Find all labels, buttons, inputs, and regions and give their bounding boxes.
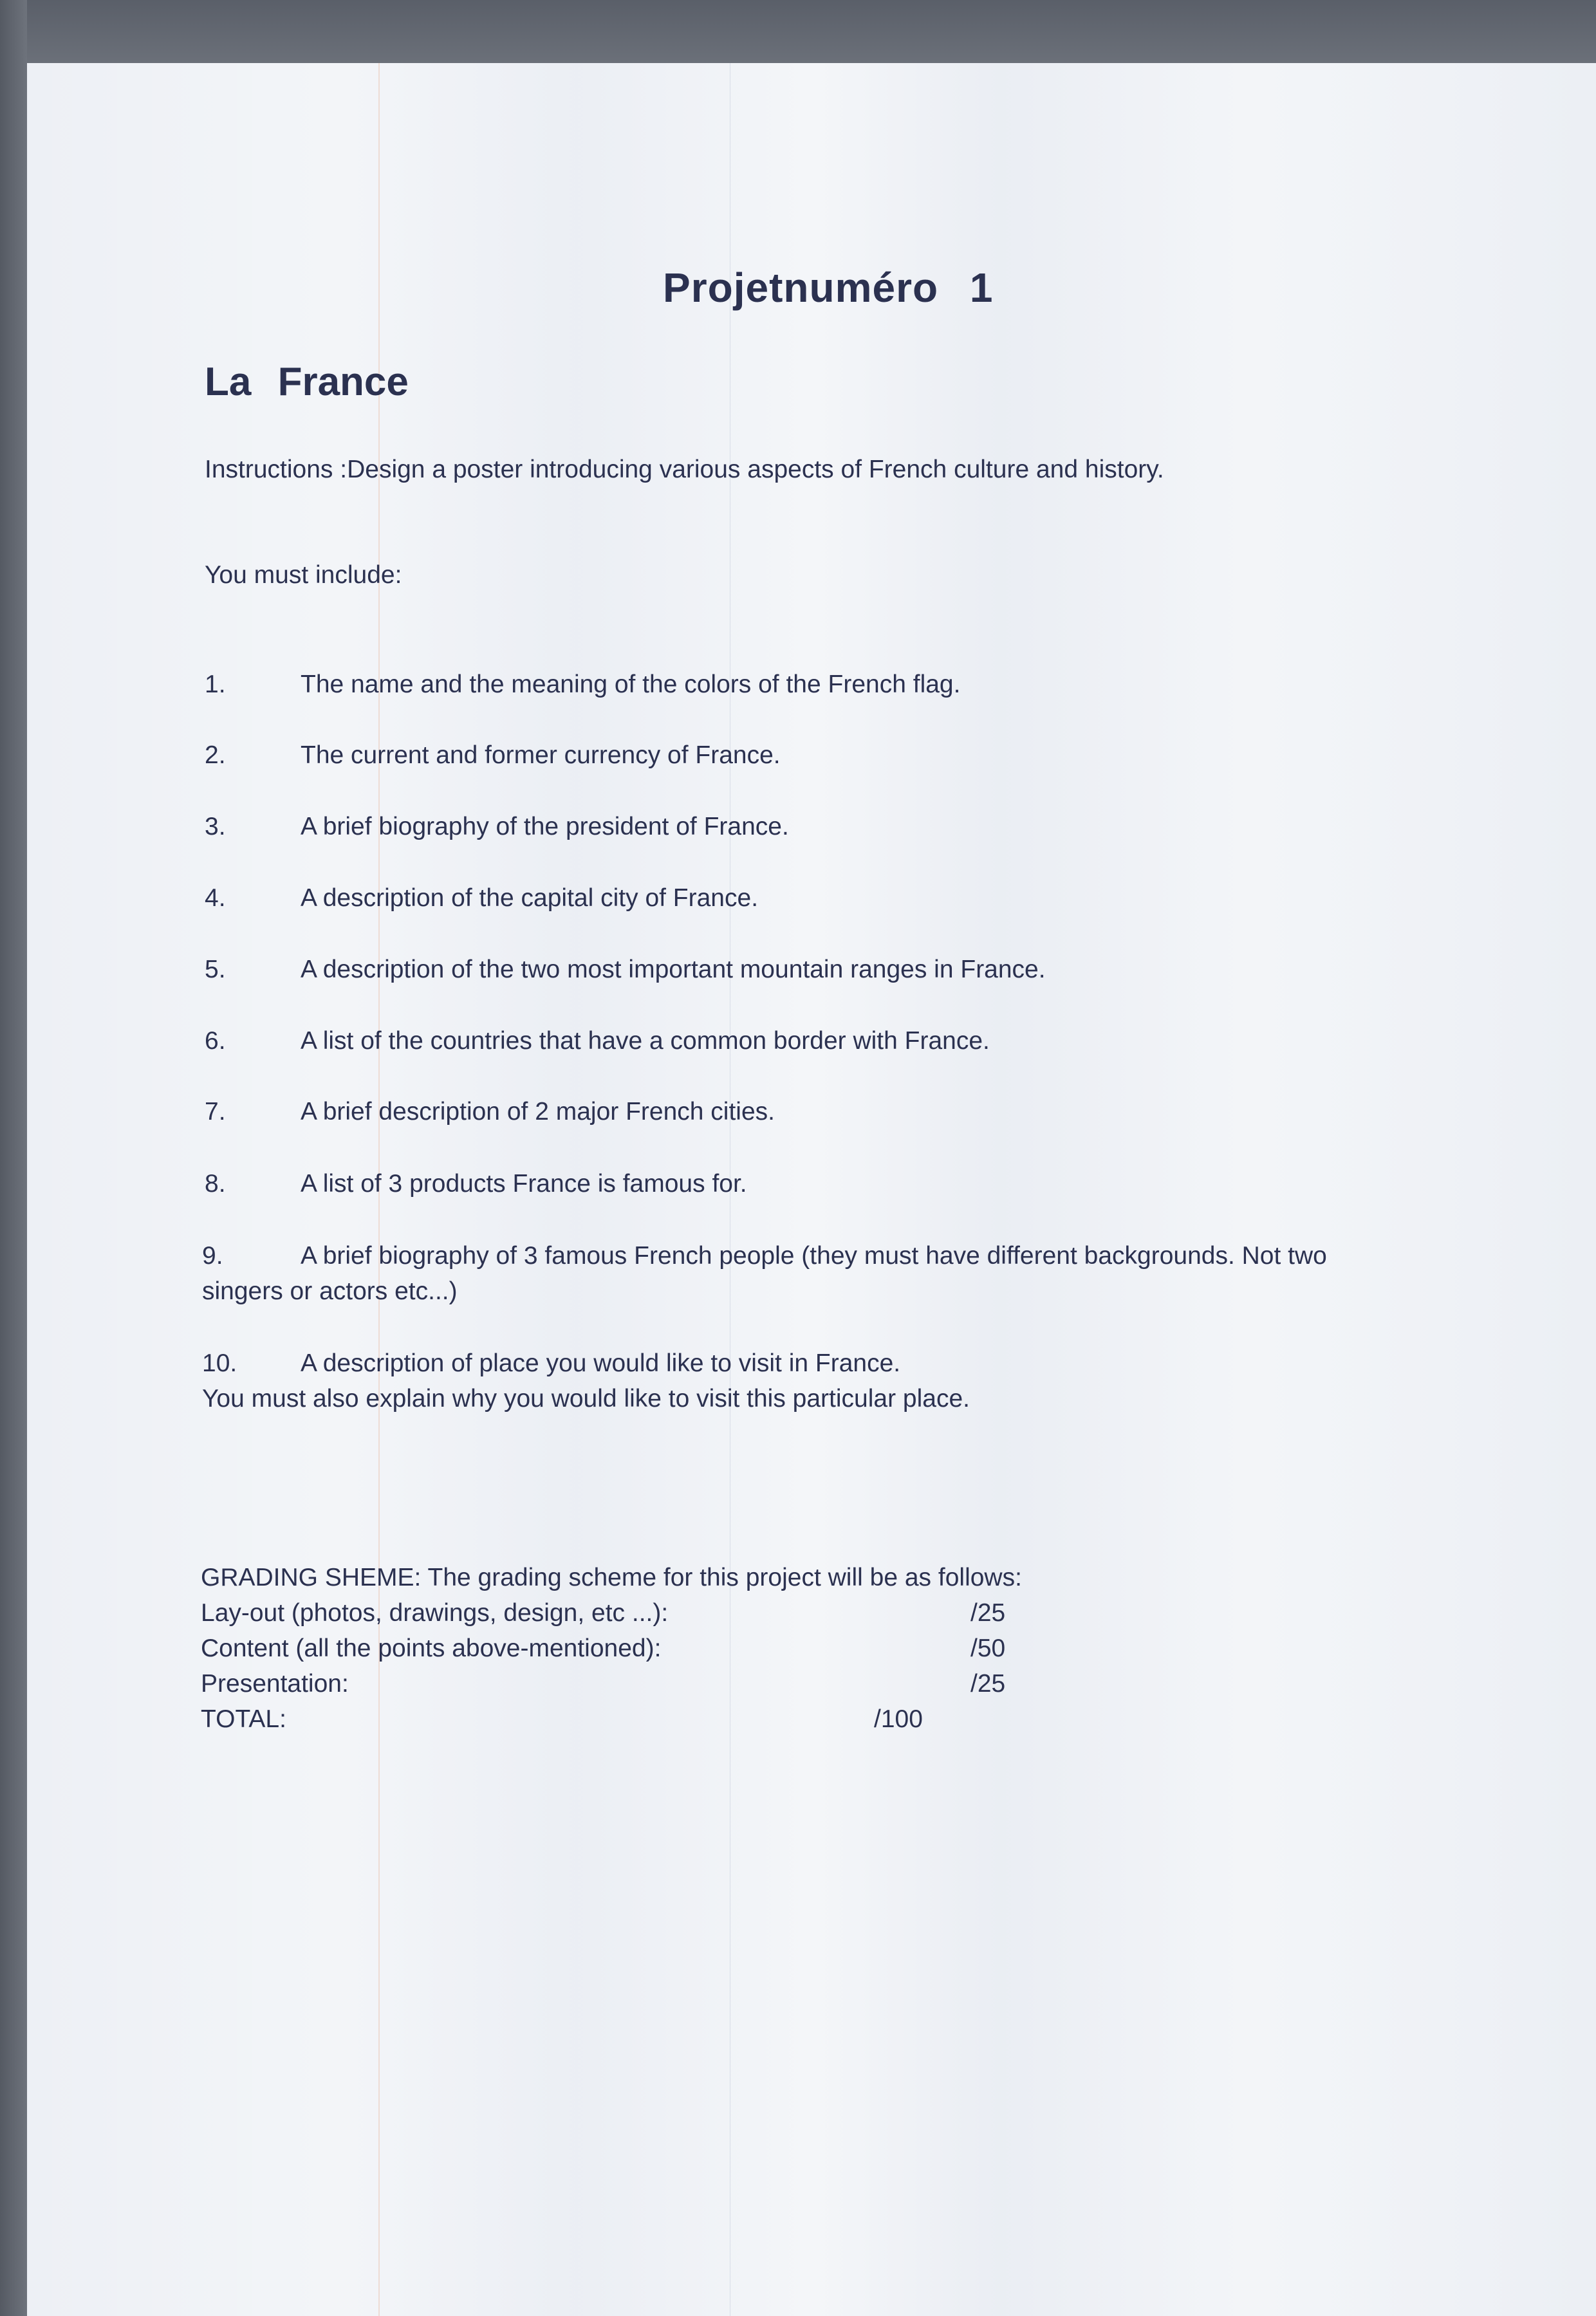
grading-row-label: Content (all the points above-mentioned): <box>201 1635 662 1662</box>
grading-heading: GRADING SHEME: The grading scheme for this project will be as follows: <box>201 1564 1022 1591</box>
grading-row-label: Lay-out (photos, drawings, design, etc ...): <box>201 1599 669 1627</box>
grading-row-score: /100 <box>874 1705 923 1733</box>
list-item-number: 6. <box>205 1027 226 1055</box>
grading-row-label: TOTAL: <box>201 1705 286 1733</box>
list-item-continuation: You must also explain why you would like to visit this particular place. <box>202 1385 970 1413</box>
grading-row-score: /25 <box>970 1670 1006 1698</box>
list-item-number: 3. <box>205 813 226 840</box>
list-item-number: 4. <box>205 884 226 912</box>
list-item-number: 8. <box>205 1170 226 1198</box>
grading-row-score: /25 <box>970 1599 1006 1627</box>
instructions-text: Instructions :Design a poster introducing various aspects of French culture and history. <box>205 456 1164 483</box>
list-item-text: A list of the countries that have a common border with France. <box>301 1027 990 1055</box>
list-item-number: 5. <box>205 956 226 983</box>
project-title: Projetnuméro 1 <box>663 264 994 311</box>
list-item-text: A brief description of 2 major French cities. <box>301 1098 775 1126</box>
list-item-text: A description of the capital city of France. <box>301 884 759 912</box>
list-item-number: 1. <box>205 671 226 698</box>
list-item-text: A list of 3 products France is famous for. <box>301 1170 747 1198</box>
scanner-background-left <box>0 0 27 2316</box>
scanner-background-top <box>0 0 1596 63</box>
list-item-continuation: singers or actors etc...) <box>202 1277 458 1305</box>
project-subtitle: La France <box>205 360 409 404</box>
list-item-text: The current and former currency of France. <box>301 741 781 769</box>
list-item-number: 2. <box>205 741 226 769</box>
list-item-text: A description of the two most important mountain ranges in France. <box>301 956 1046 983</box>
list-item-number: 10. <box>202 1349 237 1377</box>
grading-row-score: /50 <box>970 1635 1006 1662</box>
list-item-text: A description of place you would like to visit in France. <box>301 1349 901 1377</box>
grading-row-label: Presentation: <box>201 1670 349 1698</box>
list-item-text: A brief biography of 3 famous French people (they must have different backgrounds. Not two <box>301 1242 1327 1270</box>
list-item-number: 7. <box>205 1098 226 1126</box>
list-item-number: 9. <box>202 1242 223 1270</box>
must-include-text: You must include: <box>205 561 402 589</box>
list-item-text: The name and the meaning of the colors of the French flag. <box>301 671 961 698</box>
list-item-text: A brief biography of the president of France. <box>301 813 789 840</box>
